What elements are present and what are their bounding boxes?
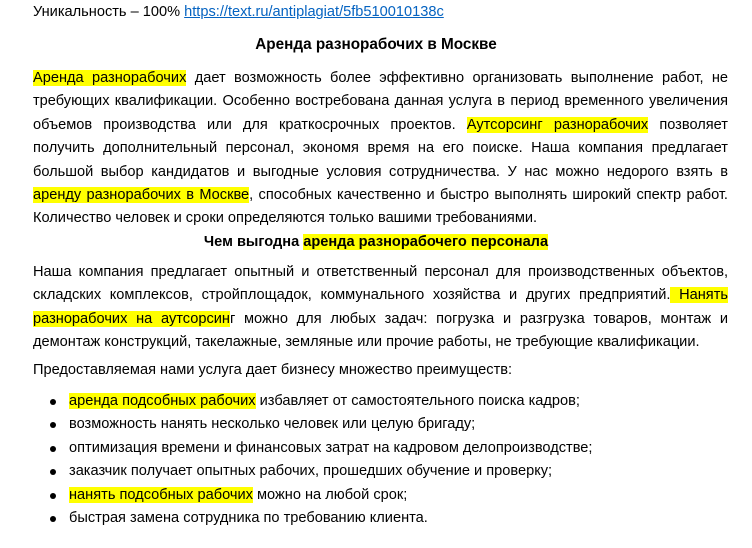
- paragraph-text: г можно для любых задач: погрузка и разгрузка товаров, монтаж и демонтаж конструкций, такелажные, земляные или прочие работы, не требующие квалификации.: [33, 310, 728, 351]
- document-title: Аренда разнорабочих в Москве: [255, 36, 497, 53]
- paragraph-text: , способных качественно и быстро выполнять широкий спектр работ. Количество человек и сроки определяются только вашими требованиями.: [33, 187, 728, 227]
- highlight-phrase: нанять подсобных рабочих: [69, 486, 253, 503]
- list-item: [0, 437, 592, 460]
- list-item-text: быстрая замена сотрудника по требованию клиента.: [69, 509, 428, 526]
- paragraph-text: Наша компания предлагает опытный и ответственный персонал для производственных объектов, складских комплексов, стройплощадок, коммунального хозяйства и других предприятий.: [33, 264, 728, 304]
- antiplagiat-link[interactable]: https://text.ru/antiplagiat/5fb510010138c: [184, 4, 444, 20]
- list-item-text: можно на любой срок;: [252, 486, 408, 503]
- bullet-icon: [50, 469, 56, 475]
- highlight-phrase: аренда разнорабочего персонала: [303, 234, 549, 250]
- bullet-icon: [50, 446, 56, 452]
- highlight-phrase: Нанять разнорабочих на аутсорсин: [33, 287, 728, 327]
- paragraph-text: позволяет получить дополнительный персонал, экономя время на его поиске. Наша компания предлагает большой выбор кандидатов и выгодные условия сотрудничества. У нас можно недорого взять в: [33, 116, 728, 180]
- company-paragraph: [33, 261, 728, 355]
- list-item-text: заказчик получает опытных рабочих, прошедших обучение и проверку;: [69, 463, 553, 480]
- uniqueness-line: [33, 1, 444, 24]
- bullet-icon: [50, 493, 56, 499]
- highlight-phrase: Аутсорсинг разнорабочих: [466, 116, 649, 133]
- bullet-icon: [50, 399, 56, 405]
- paragraph-text: дает возможность более эффективно организовать выполнение работ, не требующих квалификации. Особенно востребована данная услуга в период временного увеличения объемов производства или для краткосрочных проектов.: [33, 70, 729, 133]
- bullet-icon: [50, 422, 56, 428]
- benefits-intro: Предоставляемая нами услуга дает бизнесу множество преимуществ:: [33, 362, 513, 378]
- list-item-text: оптимизация времени и финансовых затрат на кадровом делопроизводстве;: [69, 439, 593, 456]
- uniqueness-label: Уникальность – 100%: [33, 4, 185, 20]
- highlight-phrase: аренда подсобных рабочих: [69, 393, 256, 409]
- list-item: [0, 484, 592, 507]
- section-heading: [0, 231, 752, 254]
- list-item-text: возможность нанять несколько человек или целую бригаду;: [69, 416, 476, 433]
- benefits-list: [0, 390, 592, 530]
- list-item: [0, 507, 592, 530]
- list-item: [0, 390, 592, 413]
- highlight-phrase: Аренда разнорабочих: [33, 70, 187, 86]
- list-item-text: избавляет от самостоятельного поиска кадров;: [255, 393, 580, 409]
- intro-paragraph: [33, 67, 728, 231]
- bullet-icon: [50, 516, 56, 522]
- section-heading-text: Чем выгодна: [203, 234, 304, 250]
- highlight-phrase: аренду разнорабочих в Москве: [33, 187, 250, 204]
- list-item: [0, 413, 592, 436]
- list-item: [0, 460, 592, 483]
